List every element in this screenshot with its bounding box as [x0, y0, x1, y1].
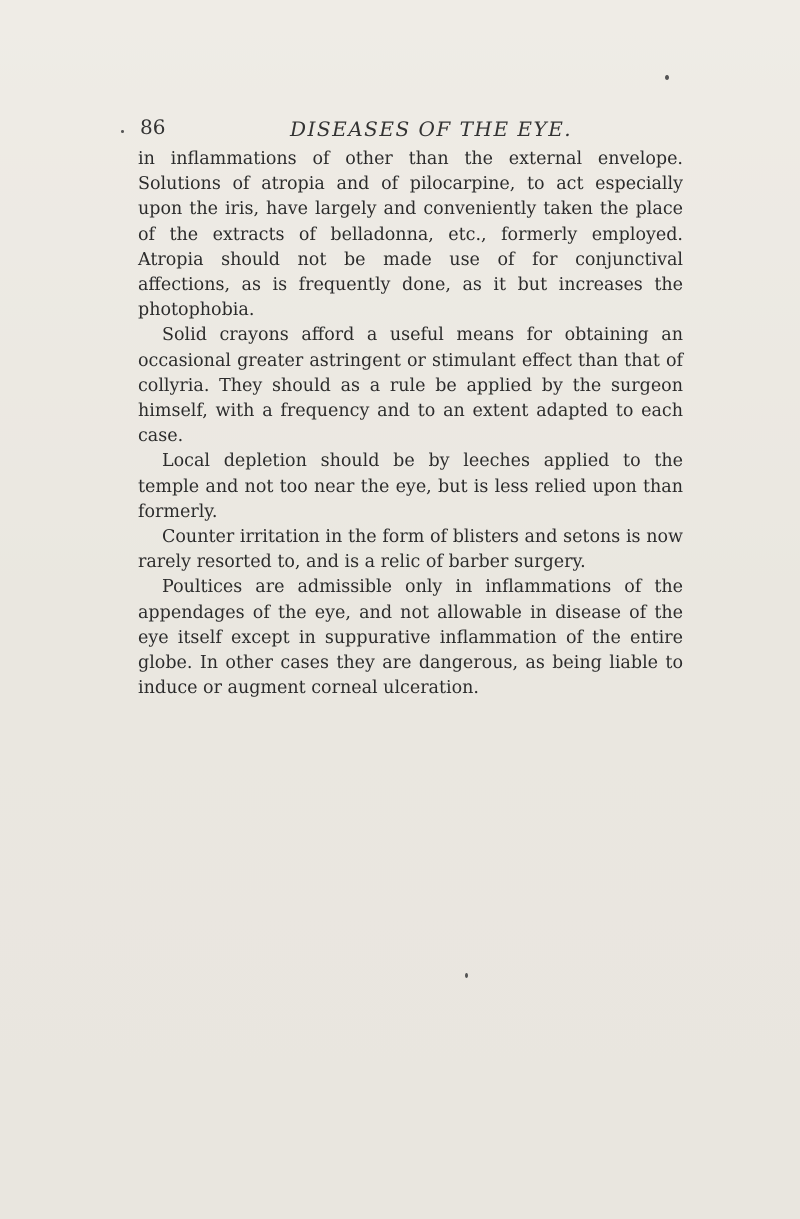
running-head: DISEASES OF THE EYE.: [290, 117, 573, 141]
paragraph-1: in inflammations of other than the external envelope. Solutions of atropia and of pilocarpine, to act especially upon the iris, have largely and conveniently taken the place of the extracts of belladonna, etc., formerly employed. Atropia should not be made use of for conjunctival affections, as is frequently done, as it but increases the photophobia.: [138, 149, 683, 321]
body-text: [138, 147, 683, 701]
page-number: 86: [140, 115, 166, 139]
paragraph-5: Poultices are admissible only in inflammations of the appendages of the eye, and not allowable in disease of the eye itself except in suppurative inflammation of the entire globe. In other cases they are dangerous, as being liable to induce or augment corneal ulceration.: [138, 577, 683, 699]
paragraph-4: Counter irritation in the form of blisters and setons is now rarely resorted to, and is a relic of barber surgery.: [138, 527, 683, 573]
paragraph-2: Solid crayons afford a useful means for obtaining an occasional greater astringent or stimulant effect than that of collyria. They should as a rule be applied by the surgeon himself, with a frequency and to an extent adapted to each case.: [138, 325, 683, 447]
paragraph-3: Local depletion should be by leeches applied to the temple and not too near the eye, but is less relied upon than formerly.: [138, 451, 683, 522]
ink-speck: [665, 75, 669, 80]
ink-speck: [465, 973, 468, 978]
page-header: [120, 115, 720, 145]
